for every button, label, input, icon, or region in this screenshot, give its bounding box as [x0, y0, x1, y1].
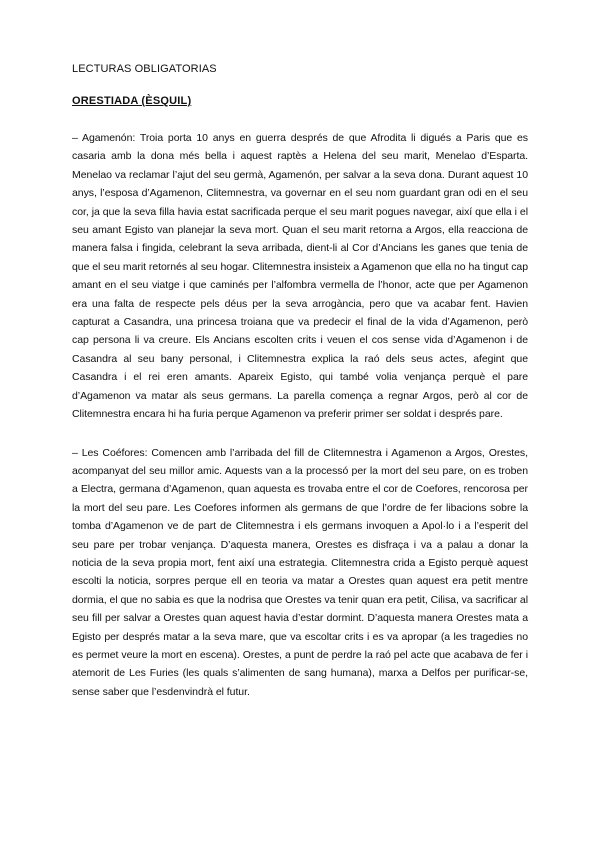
document-header: LECTURAS OBLIGATORIAS: [72, 63, 217, 75]
document-title: ORESTIADA (ÈSQUIL): [72, 95, 192, 107]
paragraph-agamenon: – Agamenón: Troia porta 10 anys en guerra després de que Afrodita li digués a Paris que es casaria amb la dona més bella i aquest raptès a Helena del seu marit, Menelao d’Esparta. Menelao va reclamar l’ajut del seu germà, Agamenón, per salvar a la seva dona. Durant aquest 10 anys, l’esposa d’Agamenon, Clitemnestra, va governar en el seu nom guardant gran odi en el seu cor, ja que la seva filla havia estat sacrificada perque el seu marit pogues navegar, així que ella i el seu amant Egisto van planejar la seva mort. Quan el seu marit retorna a Argos, ella reacciona de manera falsa i fingida, celebrant la seva arribada, dient-li al Cor d’Ancians les ganes que tenia de que el seu marit retornés al seu hogar. Clitemnestra insisteix a Agamenon que ella no ha tingut cap amant en el seu viatge i que caminés per l’alfombra vermella de l’honor, acte que per Agamenon era una falta de respecte pels déus per la seva arrogància, pero que va acabar fent. Havien capturat a Casandra, una princesa troiana que va predecir el final de la vida d’Agamenon, però cap persona li va creure. Els Ancians escolten crits i veuen el cos sense vida d’Agamenon i de Casandra al seu bany personal, i Clitemnestra explica la raó dels seus actes, afegint que Casandra i el rei eren amants. Apareix Egisto, qui també volia venjança perquè el pare d’Agamenon va matar als seus germans. La parella comença a regnar Argos, però al cor de Clitemnestra encara hi ha furia perque Agamenon va preferir primer ser soldat i després pare.: [72, 132, 528, 421]
document-page: [72, 62, 528, 701]
paragraph-coefores: – Les Coéfores: Comencen amb l’arribada del fill de Clitemnestra i Agamenon a Argos, Orestes, acompanyat del seu millor amic. Aquests van a la processó per la mort del seu pare, on es troben a Electra, germana d’Agamenon, quan aquesta es trovaba entre el cor de Coefores, rencorosa per la mort del seu pare. Les Coefores informen als germans de que l’ordre de fer libacions sobre la tomba d’Agamenon ve de part de Clitemnestra i els germans invoquen a Apol·lo i a l’esperit del seu pare per trobar venjança. D’aquesta manera, Orestes es disfraça i va a palau a donar la noticia de la seva propia mort, fent així una estrategia. Clitemnestra crida a Egisto perquè aquest escolti la noticia, sorpres perque ell en teoria va matar a Orestes quan aquest era petit mentre dormia, el que no sabia es que la nodrisa que Orestes va tenir quan era petit, Cilisa, va sacrificar al seu fill per salvar a Orestes quan aquest havia d’estar dormint. D’aquesta manera Orestes mata a Egisto per després matar a la seva mare, que va escoltar crits i es va apropar (a les tragedies no es permet veure la mort en escena). Orestes, a punt de perdre la raó pel acte que acabava de fer i atemorit de Les Furies (les quals s’alimenten de sang humana), marxa a Delfos per purificar-se, sense saber que l’esdenvindrà el futur.: [72, 446, 528, 698]
